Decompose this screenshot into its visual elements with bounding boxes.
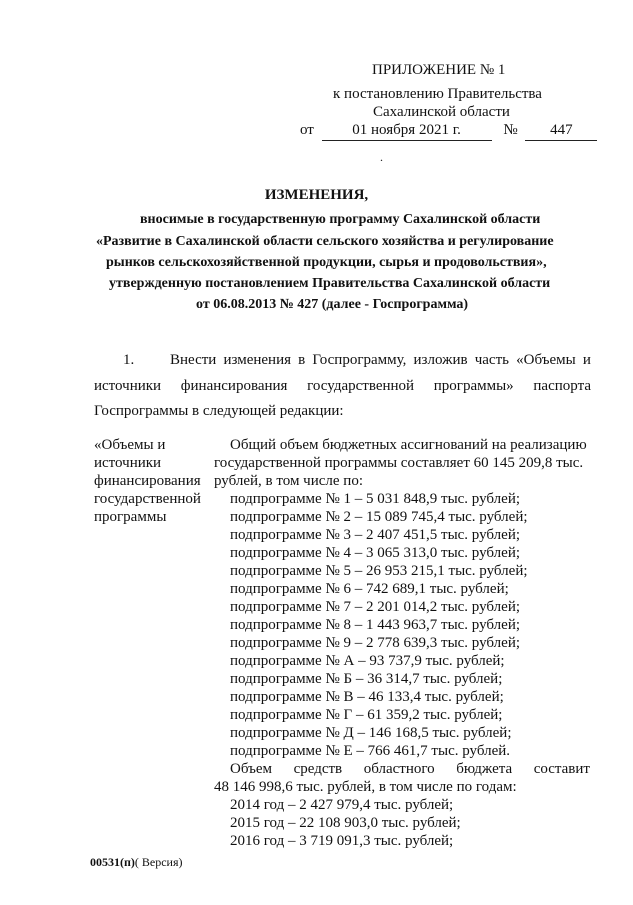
title-line-4: утвержденную постановлением Правительства Сахалинской области <box>109 276 551 291</box>
left-cell-line: источники <box>94 455 162 471</box>
title-line-5: от 06.08.2013 № 427 (далее - Госпрограмма) <box>196 297 469 312</box>
word: Госпрограмму, <box>312 352 407 368</box>
subprogram-item: подпрограмме № 2 – 15 089 745,4 тыс. рублей; <box>230 509 528 525</box>
left-cell-line: государственной <box>94 491 201 507</box>
number-label: № <box>503 122 518 138</box>
decree-line-2: Сахалинской области <box>373 104 510 120</box>
total-budget-line-1: Общий объем бюджетных ассигнований на реализацию <box>230 437 587 453</box>
subprogram-item: подпрограмме № 4 – 3 065 313,0 тыс. рублей; <box>230 545 521 561</box>
year-item: 2014 год – 2 427 979,4 тыс. рублей; <box>230 797 454 813</box>
subprogram-item: подпрограмме № 7 – 2 201 014,2 тыс. рублей; <box>230 599 521 615</box>
word: финансирования <box>180 378 288 394</box>
word: средств <box>293 761 343 777</box>
appendix-label: ПРИЛОЖЕНИЕ № 1 <box>372 62 506 78</box>
regional-budget-line-2: 48 146 998,6 тыс. рублей, в том числе по годам: <box>214 779 517 795</box>
word: в <box>298 352 306 368</box>
title-line-2: «Развитие в Сахалинской области сельского хозяйства и регулирование <box>96 234 554 249</box>
word: бюджета <box>456 761 513 777</box>
document-code: 00531(п) <box>90 855 135 869</box>
subprogram-item: подпрограмме № 5 – 26 953 215,1 тыс. рублей; <box>230 563 528 579</box>
word: Объем <box>230 761 272 777</box>
subprogram-item: подпрограмме № Д – 146 168,5 тыс. рублей; <box>230 725 512 741</box>
subprogram-item: подпрограмме № Е – 766 461,7 тыс. рублей. <box>230 743 511 759</box>
stray-dot: . <box>380 150 383 164</box>
item-paragraph-line-2 <box>94 377 591 396</box>
word: и <box>582 352 591 368</box>
title-line-3: рынков сельскохозяйственной продукции, сырья и продовольствия», <box>106 255 547 270</box>
word: составит <box>533 761 590 777</box>
word: «Объемы <box>516 352 576 368</box>
from-label: от <box>300 122 314 138</box>
subprogram-item: подпрограмме № 1 – 5 031 848,9 тыс. рублей; <box>230 491 521 507</box>
left-cell-line: «Объемы и <box>94 437 166 453</box>
subprogram-item: подпрограмме № А – 93 737,9 тыс. рублей; <box>230 653 505 669</box>
title-line-1: вносимые в государственную программу Сахалинской области <box>140 212 541 227</box>
year-item: 2015 год – 22 108 903,0 тыс. рублей; <box>230 815 461 831</box>
left-cell-line: программы <box>94 509 167 525</box>
document-footer <box>90 855 183 870</box>
year-item: 2016 год – 3 719 091,3 тыс. рублей; <box>230 833 454 849</box>
regional-budget-line-1 <box>230 760 590 778</box>
decree-date: 01 ноября 2021 г. <box>322 121 492 141</box>
word: паспорта <box>533 378 591 394</box>
word: государственной <box>307 378 415 394</box>
word: часть <box>474 352 509 368</box>
item-paragraph-line-3: Госпрограммы в следующей редакции: <box>94 403 344 419</box>
subprogram-item: подпрограмме № В – 46 133,4 тыс. рублей; <box>230 689 504 705</box>
word: областного <box>363 761 435 777</box>
subprogram-item: подпрограмме № 6 – 742 689,1 тыс. рублей; <box>230 581 509 597</box>
item-number: 1. <box>123 352 135 368</box>
word: изложив <box>413 352 468 368</box>
word: изменения <box>223 352 291 368</box>
decree-number: 447 <box>525 121 597 141</box>
table-left-cell <box>94 436 201 526</box>
subprogram-item: подпрограмме № 3 – 2 407 451,5 тыс. рублей; <box>230 527 521 543</box>
item-paragraph-line-1 <box>170 351 591 370</box>
subprogram-item: подпрограмме № Г – 61 359,2 тыс. рублей; <box>230 707 503 723</box>
total-budget-line-2: государственной программы составляет 60 145 209,8 тыс. <box>214 455 584 471</box>
total-budget-line-3: рублей, в том числе по: <box>214 473 363 489</box>
subprogram-item: подпрограмме № 8 – 1 443 963,7 тыс. рублей; <box>230 617 521 633</box>
word: источники <box>94 378 162 394</box>
decree-date-line <box>300 121 597 141</box>
word: Внести <box>170 352 217 368</box>
left-cell-line: финансирования <box>94 473 201 489</box>
subprogram-item: подпрограмме № Б – 36 314,7 тыс. рублей; <box>230 671 503 687</box>
version-label: ( Версия) <box>134 855 183 869</box>
word: программы» <box>433 378 514 394</box>
document-heading: ИЗМЕНЕНИЯ, <box>264 187 369 203</box>
decree-line-1: к постановлению Правительства <box>333 86 542 102</box>
subprogram-item: подпрограмме № 9 – 2 778 639,3 тыс. рублей; <box>230 635 521 651</box>
